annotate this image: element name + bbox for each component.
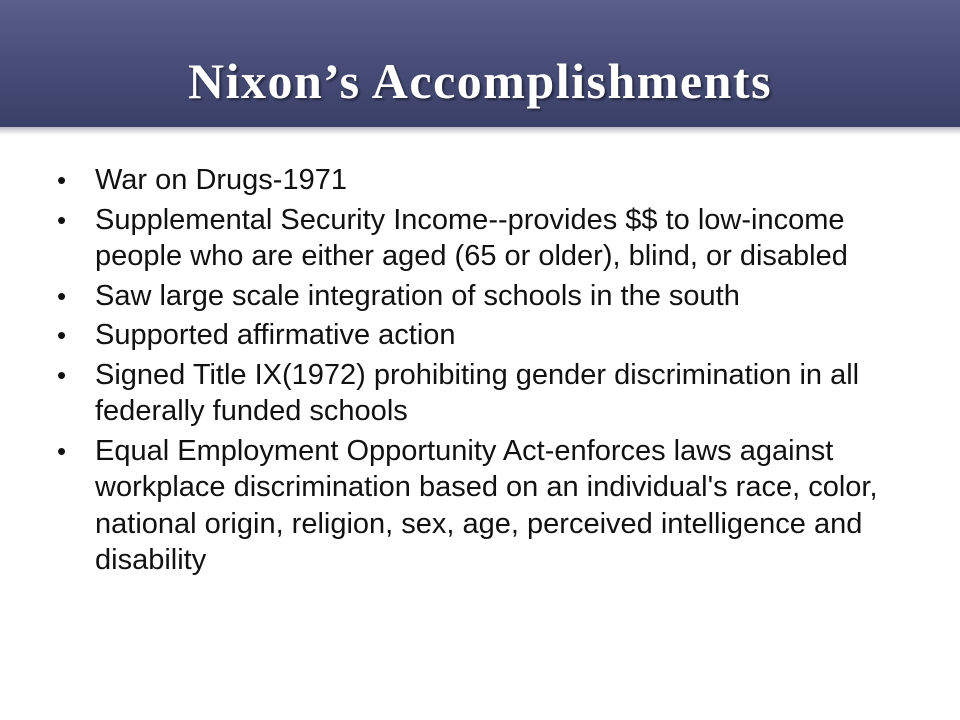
bullet-text: Supplemental Security Income--provides $$ to low-income people who are either aged (65 or older), blind, or disabled — [95, 203, 848, 272]
bullet-item-eeo-act — [55, 433, 915, 579]
bullet-item-school-integration — [55, 278, 915, 315]
bullet-text: Supported affirmative action — [95, 319, 456, 351]
bullet-icon: • — [57, 280, 67, 311]
bullet-icon: • — [57, 165, 67, 195]
bullet-item-title-ix — [55, 357, 915, 430]
bullet-text: War on Drugs-1971 — [95, 164, 347, 196]
bullet-icon: • — [57, 320, 67, 350]
bullet-text: Signed Title IX(1972) prohibiting gender discrimination in all federally funded schools — [95, 358, 860, 427]
title-bar-shadow — [0, 127, 960, 135]
bullet-item-affirmative-action — [55, 317, 915, 354]
bullet-item-war-on-drugs — [55, 162, 915, 199]
bullet-list — [55, 162, 915, 582]
bullet-text: Saw large scale integration of schools in the south — [95, 279, 740, 312]
bullet-text: Equal Employment Opportunity Act-enforces laws against workplace discrimination based on an individual's race, color, national origin, religion, sex, age, perceived intelligence and disability — [95, 434, 878, 576]
bullet-icon: • — [57, 204, 67, 235]
bullet-item-ssi — [55, 202, 915, 275]
bullet-icon: • — [57, 435, 67, 466]
bullet-icon: • — [57, 359, 67, 390]
slide-title: Nixon’s Accomplishments — [187, 53, 773, 109]
